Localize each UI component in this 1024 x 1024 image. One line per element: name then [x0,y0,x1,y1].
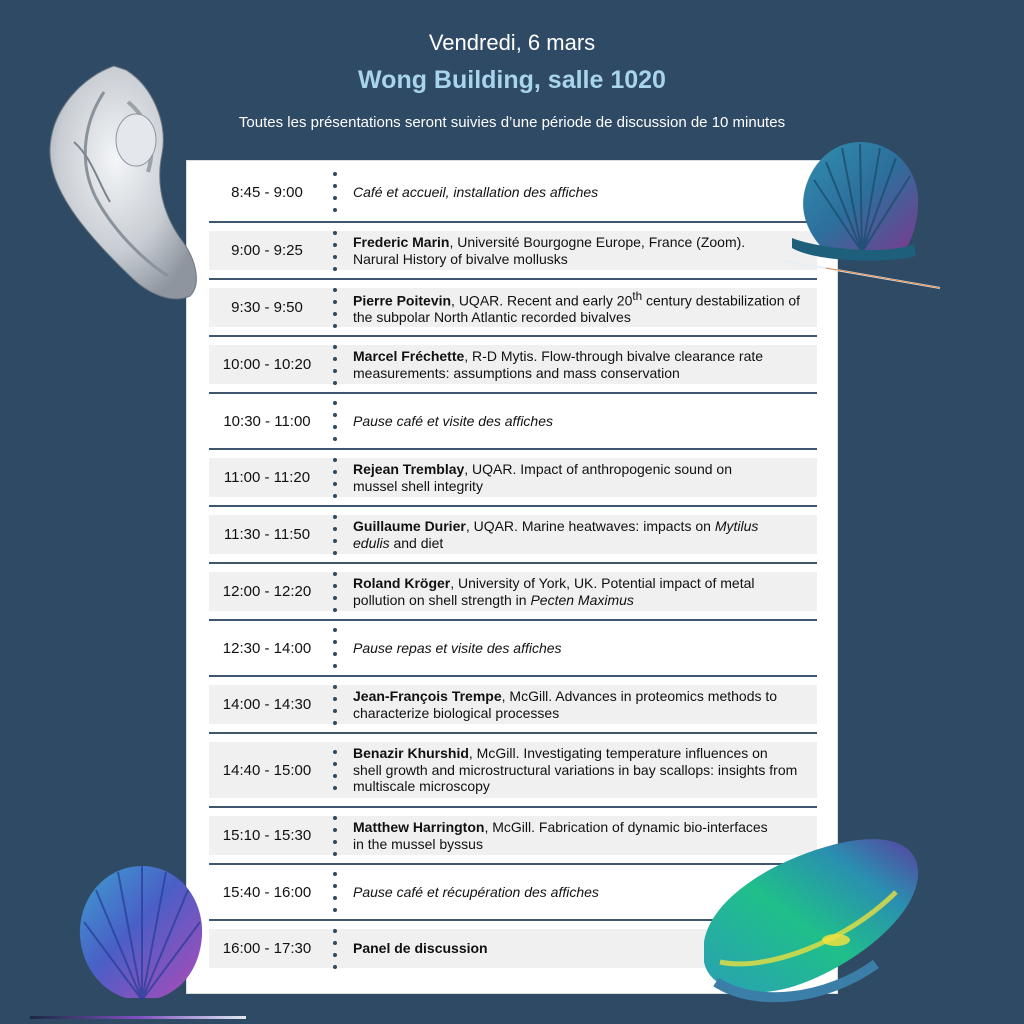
talk-affiliation: , McGill. Fabrication of dynamic bio-interfaces [484,819,768,835]
discussion-note: Toutes les présentations seront suivies d’une période de discussion de 10 minutes [238,114,786,131]
speaker-name: Frederic Marin [353,234,450,250]
oyster-shell-image [44,62,200,304]
time-slot: 11:30 - 11:50 [223,526,311,543]
venue-heading: Wong Building, salle 1020 [358,66,666,94]
session-description [353,507,817,562]
schedule-row [209,675,817,732]
speaker-name: Guillaume Durier [353,518,466,534]
scallop-shell-image [786,140,946,296]
dots-separator-icon [332,872,338,912]
talk-affiliation: , McGill. Investigating temperature influences on [468,745,768,762]
session-description [353,621,817,675]
schedule-row [209,221,817,278]
dots-separator-icon [332,816,338,856]
session-description [353,734,817,806]
session-label: Pause repas et visite des affiches [353,639,562,656]
time-slot: 9:30 - 9:50 [231,299,303,316]
session-label: Café et accueil, installation des affiches [353,183,599,200]
session-description [353,394,817,448]
talk-affiliation: , UQAR. Recent and early 20 [451,292,633,309]
time-slot: 11:00 - 11:20 [223,469,311,486]
talk-title: shell growth and microstructural variations in bay scallops: insights from [353,761,798,778]
schedule-row [209,278,817,335]
talk-title: in the mussel byssus [353,835,483,852]
talk-title: multiscale microscopy [353,778,490,795]
schedule-row [209,619,817,675]
dots-separator-icon [332,458,338,498]
speaker-name: Benazir Khurshid [353,745,469,762]
dots-separator-icon [332,572,338,612]
session-label: Pause café et visite des affiches [353,412,553,429]
speaker-name: Matthew Harrington [353,819,485,835]
talk-affiliation: , UQAR. Marine heatwaves: impacts on [465,518,715,534]
talk-title: the subpolar North Atlantic recorded bivalves [353,309,631,326]
scallop-shell-image [74,862,210,1004]
talk-text: century destabilization of [642,292,801,309]
schedule-row [209,392,817,448]
dots-separator-icon [332,929,338,969]
dots-separator-icon [332,628,338,668]
date-heading: Vendredi, 6 mars [428,30,596,55]
speaker-name: Panel de discussion [353,940,488,957]
time-slot: 14:40 - 15:00 [222,761,312,779]
session-description [353,337,817,392]
talk-title: mussel shell integrity [353,477,483,494]
talk-title: Narural History of bivalve mollusks [353,250,568,267]
species-name: edulis [353,534,390,551]
talk-title: and diet [389,534,444,551]
schedule-row [209,732,817,806]
session-description [353,677,817,732]
superscript: th [632,290,643,304]
talk-affiliation: , McGill. Advances in proteomics methods to [501,688,778,704]
time-slot: 10:30 - 11:00 [223,412,311,430]
talk-title: characterize biological processes [353,704,560,721]
dots-separator-icon [332,515,338,555]
dots-separator-icon [332,288,338,328]
scale-bar [30,1016,246,1019]
species-name: Pecten Maximus [530,591,634,608]
session-description [353,564,817,619]
dots-separator-icon [332,172,338,212]
schedule-row [209,448,817,505]
schedule-row [209,505,817,562]
time-slot: 12:00 - 12:20 [222,583,312,600]
dots-separator-icon [332,231,338,271]
talk-affiliation: , R-D Mytis. Flow-through bivalve clearance rate [464,348,764,364]
talk-affiliation: , UQAR. Impact of anthropogenic sound on [464,461,732,477]
mussel-shell-image [696,832,928,1008]
time-slot: 15:10 - 15:30 [222,827,312,844]
speaker-name: Marcel Fréchette [353,348,465,364]
dots-separator-icon [332,750,338,790]
talk-title: pollution on shell strength in [353,591,531,608]
speaker-name: Pierre Poitevin [353,292,452,309]
schedule-row [209,335,817,392]
time-slot: 14:00 - 14:30 [222,696,312,713]
talk-affiliation: , University of York, UK. Potential impact of metal [450,575,755,591]
speaker-name: Jean-François Trempe [353,688,502,704]
talk-title: measurements: assumptions and mass conservation [353,364,680,381]
time-slot: 9:00 - 9:25 [231,242,303,259]
time-slot: 10:00 - 10:20 [222,356,312,373]
time-slot: 8:45 - 9:00 [231,183,303,201]
session-description [353,280,817,335]
session-description [353,450,817,505]
dots-separator-icon [332,401,338,441]
session-description [353,223,817,278]
species-name: Mytilus [714,518,759,534]
time-slot: 16:00 - 17:30 [222,940,312,957]
dots-separator-icon [332,345,338,385]
dots-separator-icon [332,685,338,725]
session-label: Pause café et récupération des affiches [353,883,599,900]
talk-affiliation: , Université Bourgogne Europe, France (Zoom). [449,234,746,250]
speaker-name: Rejean Tremblay [353,461,465,477]
time-slot: 12:30 - 14:00 [222,639,312,657]
time-slot: 15:40 - 16:00 [222,883,312,901]
speaker-name: Roland Kröger [353,575,451,591]
schedule-row [209,163,817,221]
schedule-row [209,562,817,619]
session-description [353,163,817,221]
